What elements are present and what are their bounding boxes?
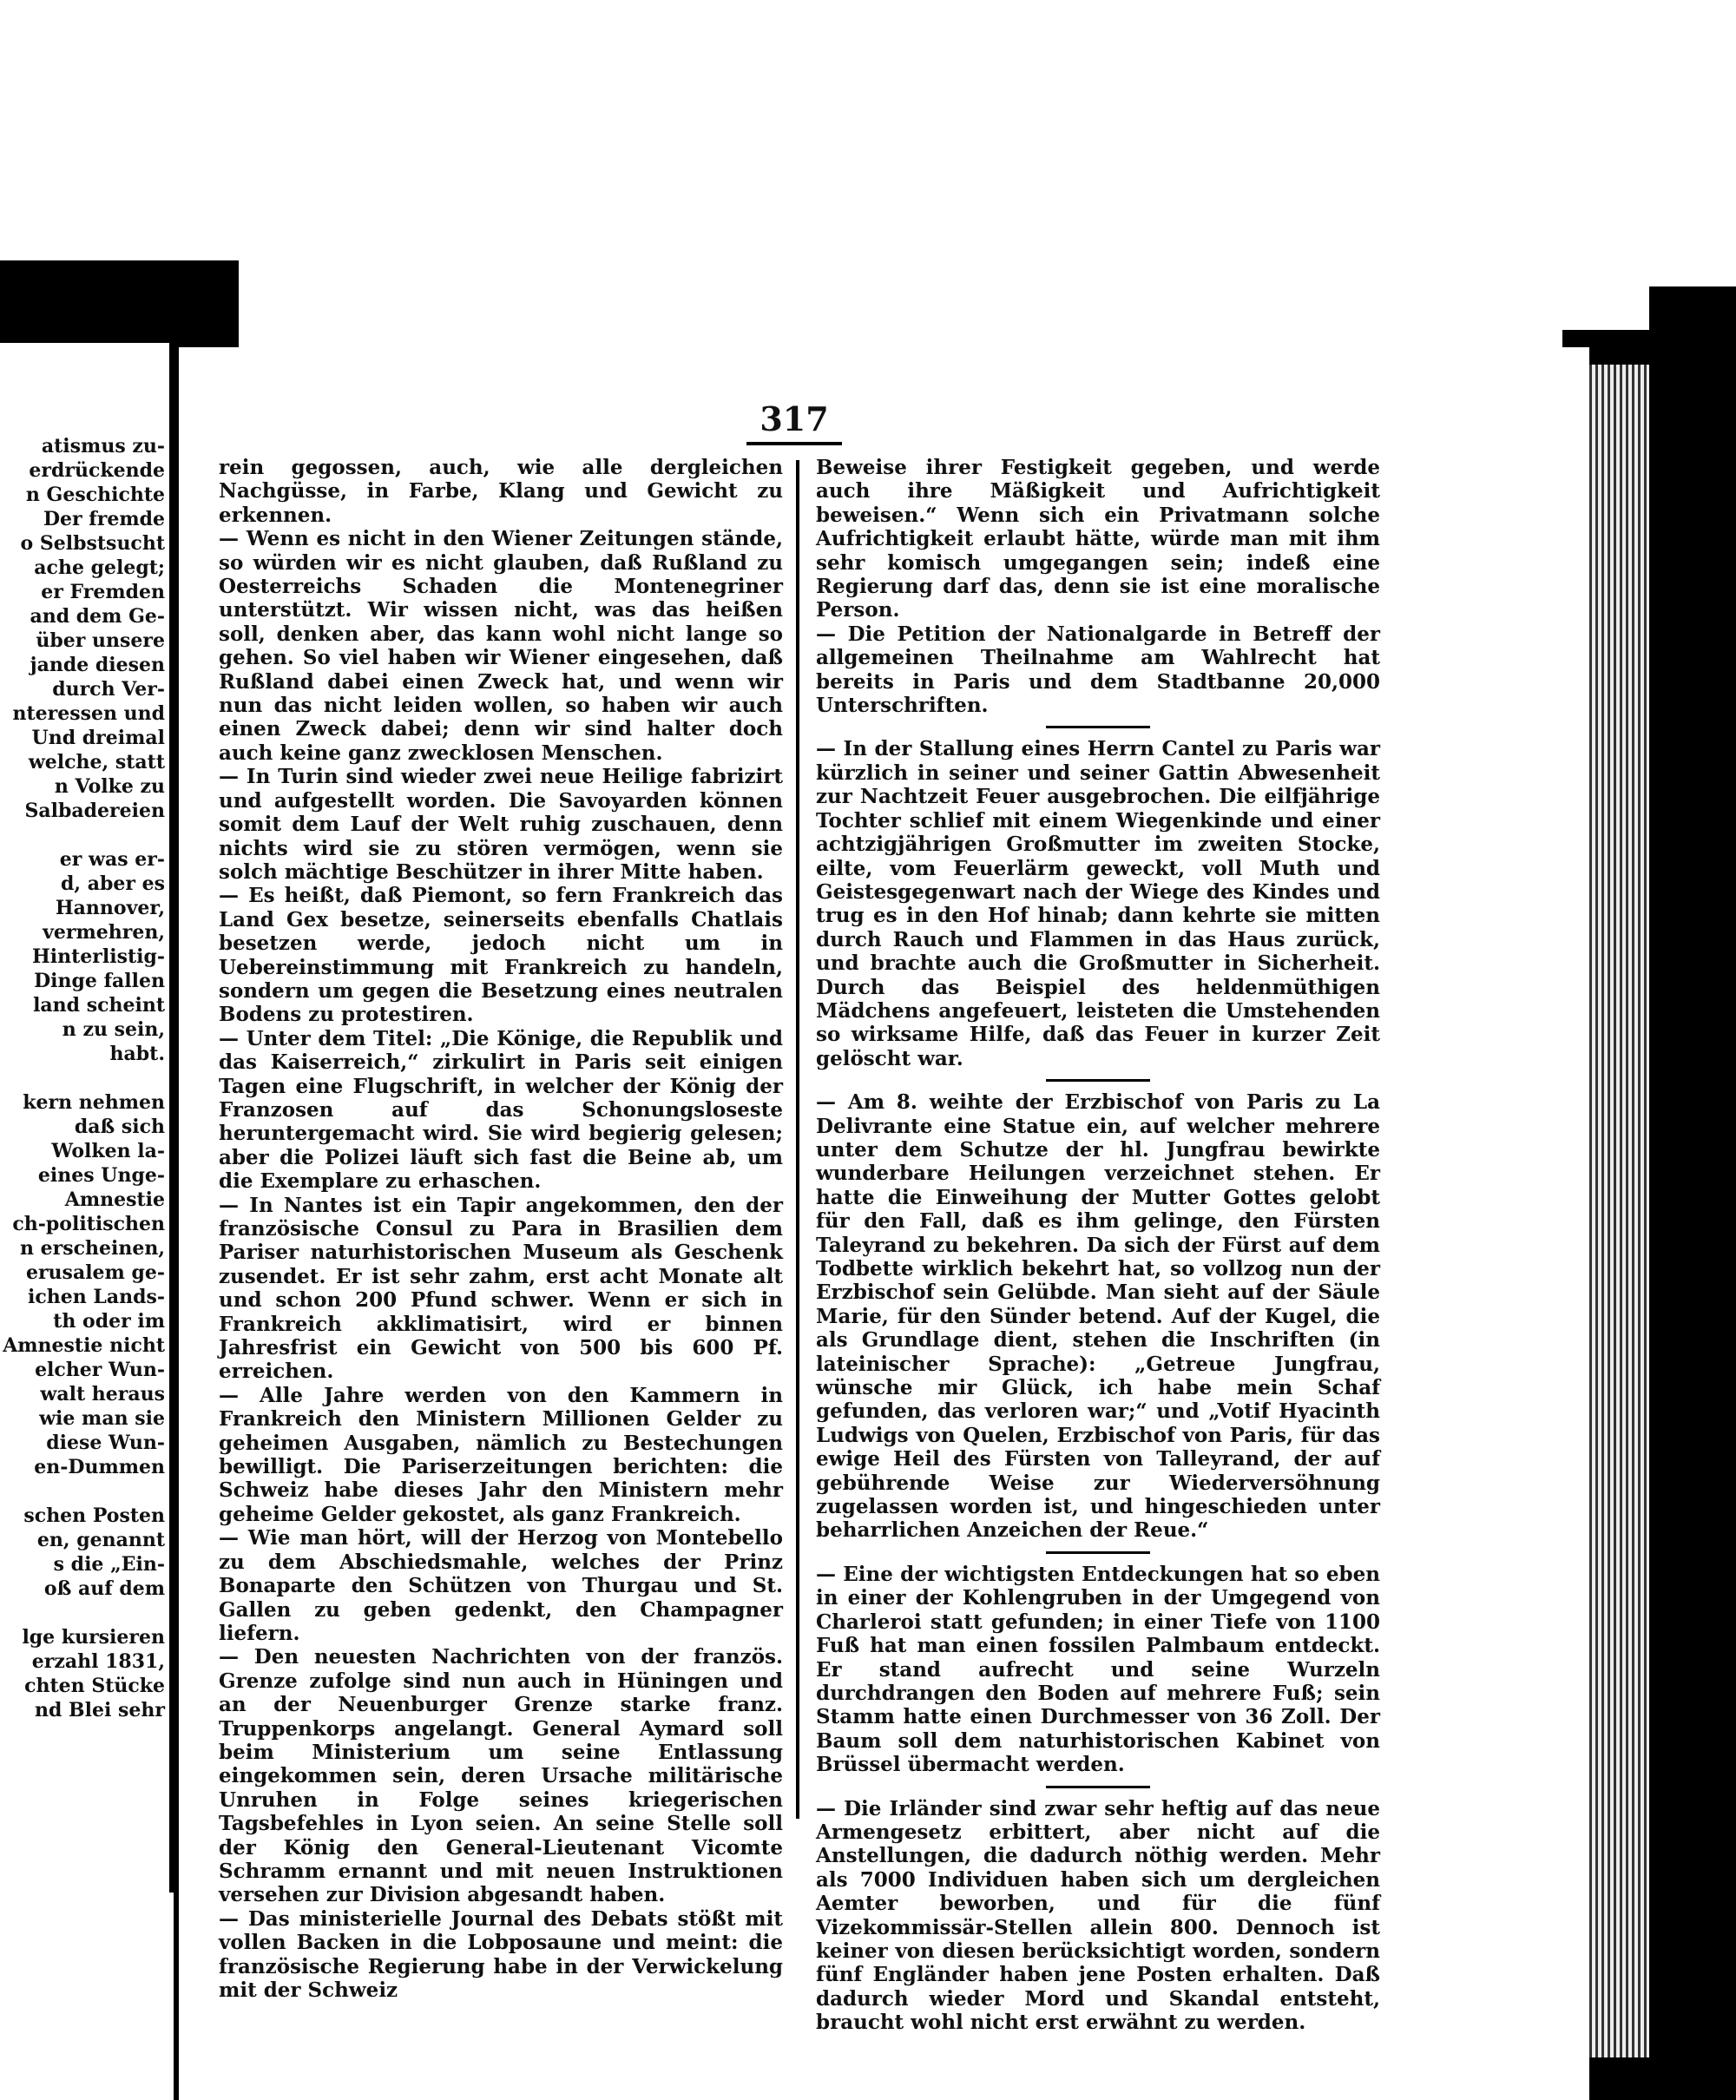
left-page-line: welche, statt: [28, 751, 165, 774]
left-page-line: über unsere: [36, 629, 165, 652]
section-rule: [1046, 726, 1150, 728]
left-page-line: Salbadereien: [24, 800, 165, 822]
left-page-line: [3, 823, 165, 847]
right-column: [816, 456, 1380, 2035]
paragraph: — Es heißt, daß Piemont, so fern Frankreich das Land Gex besetze, seinerseits ebenfalls Chatlais besetzen werde, jedoch nicht um in Uebereinstimmung mit Frankreich zu handeln, sondern um gegen die Besetzung eines neutralen Bodens zu protestiren.: [219, 884, 783, 1027]
left-page-line: Wolken la-: [51, 1140, 165, 1162]
paragraph: — Am 8. weihte der Erzbischof von Paris zu La Delivrante eine Statue ein, auf welcher mehrere unter dem Schutze der hl. Jungfrau bewirkte wunderbare Heilungen verzeichnet stehen. Er hatte die Einweihung der Mutter Gottes gelobt für den Fall, daß es ihm gelinge, den Fürsten Taleyrand zu bekehren. Da sich der Fürst auf dem Todbette wirklich bekehrt hat, so vollzog nun der Erzbischof sein Gelübde. Man sieht auf der Säule Marie, für den Sünder betend. Auf der Kugel, die als Grundlage dient, stehen die Inschriften (in lateinischer Sprache): „Getreue Jungfrau, wünsche mir Glück, ich habe mein Schaf gefunden, das verloren war;“ und „Votif Hyacinth Ludwigs von Quelen, Erzbischof von Paris, für das ewige Heil des Fürsten von Talleyrand, der auf gebührende Weise zur Wiederversöhnung zugelassen worden ist, und hingeschieden unter beharrlichen Anzeichen der Reue.“: [816, 1090, 1380, 1543]
paragraph: — Die Irländer sind zwar sehr heftig auf das neue Armengesetz erbittert, aber nicht auf die Anstellungen, die dadurch nöthig werden. Mehr als 7000 Individuen haben sich um dergleichen Aemter beworben, und für die fünf Vizekommissär-Stellen allein 800. Dennoch ist keiner von diesen berücksichtigt worden, sondern fünf Engländer haben jene Posten erhalten. Daß dadurch wieder Mord und Skandal entsteht, braucht wohl nicht erst erwähnt zu werden.: [816, 1796, 1380, 2035]
paragraph: — In der Stallung eines Herrn Cantel zu Paris war kürzlich in seiner und seiner Gattin Abwesenheit zur Nachtzeit Feuer ausgebrochen. Die eilfjährige Tochter schlief mit einem Wiegenkinde und einer achtzigjährigen Großmutter im zweiten Stocke, eilte, vom Feuerlärm geweckt, voll Muth und Geistesgegenwart nach der Wiege des Kindes und trug es in den Hof hinab; dann kehrte sie mitten durch Rauch und Flammen in das Haus zurück, und brachte auch die Großmutter in Sicherheit. Durch das Beispiel des heldenmüthigen Mädchens angefeuert, leisteten die Umstehenden so wirksame Hilfe, daß das Feuer in kurzer Zeit gelöscht war.: [816, 737, 1380, 1070]
section-rule: [1046, 1551, 1150, 1554]
paragraph: — Wie man hört, will der Herzog von Montebello zu dem Abschiedsmahle, welches der Prinz Bonaparte den Schützen von Thurgau und St. Gallen zu geben gedenkt, den Champagner liefern.: [219, 1526, 783, 1645]
left-page-line: Amnestie nicht: [3, 1334, 165, 1357]
paragraph: — Wenn es nicht in den Wiener Zeitungen stände, so würden wir es nicht glauben, daß Rußland zu Oesterreichs Schaden die Montenegriner unterstützt. Wir wissen nicht, was das heißen soll, denken aber, das kann wohl nicht lange so gehen. So viel haben wir Wiener eingesehen, daß Rußland dabei einen Zweck hat, und wenn wir nun das nicht leiden wollen, so haben wir auch einen Zweck dabei; denn wir sind halter doch auch keine ganz zwecklosen Menschen.: [219, 527, 783, 765]
left-page-line: Amnestie: [64, 1188, 165, 1211]
left-page-line: atismus zu-: [41, 435, 165, 458]
left-page-line: land scheint: [33, 994, 165, 1017]
paragraph: — In Turin sind wieder zwei neue Heilige fabrizirt und aufgestellt worden. Die Savoyarden können somit dem Lauf der Welt ruhig zuschauen, denn nichts wird sie zu stören vermögen, wenn sie solch mächtige Beschützer in ihrer Mitte haben.: [219, 765, 783, 884]
left-page-line: [3, 1601, 165, 1625]
left-page-line: s die „Ein-: [53, 1553, 165, 1576]
left-page-line: Und dreimal: [31, 727, 165, 749]
paragraph: — Den neuesten Nachrichten von der französ. Grenze zufolge sind nun auch in Hüningen und an der Neuenburger Grenze starke franz. Truppenkorps angelangt. General Aymard soll beim Ministerium um seine Entlassung eingekommen sein, deren Ursache militärische Unruhen in Folge seines kriegerischen Tagsbefehles in Lyon seien. An seine Stelle soll der König den General-Lieutenant Vicomte Schramm ernannt und mit neuen Instruktionen versehen zur Division abgesandt haben.: [219, 1645, 783, 1907]
left-page-line: daß sich: [74, 1116, 165, 1138]
left-page-line: walt heraus: [40, 1383, 165, 1405]
left-page-line: er was er-: [59, 848, 165, 871]
left-page-line: wie man sie: [39, 1407, 165, 1430]
left-page-line: d, aber es: [61, 872, 165, 895]
section-rule: [1046, 1786, 1150, 1788]
left-page-line: erzahl 1831,: [31, 1650, 165, 1673]
left-page-line: [3, 1066, 165, 1090]
left-page-line: Der fremde: [43, 508, 165, 530]
left-page-line: Hannover,: [55, 897, 165, 919]
section-rule: [1046, 1079, 1150, 1082]
left-page-line: ch-politischen: [12, 1213, 165, 1235]
page-number: 317: [746, 399, 842, 445]
left-page-line: habt.: [109, 1043, 165, 1065]
left-page-line: ichen Lands-: [27, 1286, 165, 1308]
paragraph: — Eine der wichtigsten Entdeckungen hat so eben in einer der Kohlengruben in der Umgegend von Charleroi statt gefunden; in einer Tiefe von 1100 Fuß hat man einen fossilen Palmbaum entdeckt. Er stand aufrecht und seine Wurzeln durchdrangen den Boden auf mehrere Fuß; sein Stamm hatte einen Durchmesser von 36 Zoll. Der Baum soll dem naturhistorischen Kabinet von Brüssel übermacht werden.: [816, 1562, 1380, 1777]
left-page-line: and dem Ge-: [30, 605, 165, 628]
left-page-line: n zu sein,: [62, 1018, 165, 1041]
left-page-line: jande diesen: [30, 654, 165, 676]
left-page-line: chten Stücke: [24, 1675, 165, 1697]
left-page-line: o Selbstsucht: [20, 532, 165, 555]
paragraph: — Unter dem Titel: „Die Könige, die Republik und das Kaiserreich,“ zirkulirt in Paris seit einigen Tagen eine Flugschrift, in welcher der König der Franzosen auf das Schonungsloseste heruntergemacht wird. Sie wird begierig gelesen; aber die Polizei läuft sich fast die Beine ab, um die Exemplare zu erhaschen.: [219, 1026, 783, 1194]
left-page-line: schen Posten: [23, 1504, 165, 1527]
left-page-line: Hinterlistig-: [31, 945, 165, 968]
left-page-line: ache gelegt;: [34, 556, 165, 579]
left-page-line: n erscheinen,: [19, 1237, 165, 1260]
left-page-line: oß auf dem: [43, 1577, 165, 1600]
left-page-line: Dinge fallen: [34, 970, 165, 992]
left-page-line: er Fremden: [41, 581, 165, 603]
left-page-line: en, genannt: [36, 1529, 165, 1551]
left-page-line: elcher Wun-: [35, 1359, 165, 1381]
left-page-fragment: [0, 343, 174, 1893]
left-page-line: n Volke zu: [54, 775, 165, 798]
left-page-line: diese Wun-: [46, 1432, 165, 1454]
page-edges: [1580, 365, 1649, 2057]
left-page-line: n Geschichte: [25, 484, 165, 506]
left-page-line: erusalem ge-: [25, 1261, 165, 1284]
left-page-line: th oder im: [53, 1310, 165, 1333]
left-page-line: eines Unge-: [37, 1164, 165, 1187]
paragraph: — Das ministerielle Journal des Debats stößt mit vollen Backen in die Lobposaune und meint: die französische Regierung habe in der Verwickelung mit der Schweiz: [219, 1906, 783, 2002]
paragraph: rein gegossen, auch, wie alle dergleichen Nachgüsse, in Farbe, Klang und Gewicht zu erkennen.: [219, 456, 783, 527]
left-page-line: [3, 1479, 165, 1504]
paragraph: — Die Petition der Nationalgarde in Betreff der allgemeinen Theilnahme am Wahlrecht hat bereits in Paris und dem Stadtbanne 20,000 Unterschriften.: [816, 622, 1380, 718]
paragraph: Beweise ihrer Festigkeit gegeben, und werde auch ihre Mäßigkeit und Aufrichtigkeit beweisen.“ Wenn sich ein Privatmann solche Aufrichtigkeit erlaubt hätte, würde man mit ihm sehr komisch umgegangen sein; indeß eine Regierung darf das, denn sie ist eine moralische Person.: [816, 456, 1380, 622]
paragraph: — In Nantes ist ein Tapir angekommen, den der französische Consul zu Para in Brasilien dem Pariser naturhistorischen Museum als Geschenk zusendet. Er ist sehr zahm, erst acht Monate alt und schon 200 Pfund schwer. Wenn er sich in Frankreich akklimatisirt, wird er binnen Jahresfrist ein Gewicht von 500 bis 600 Pf. erreichen.: [219, 1193, 783, 1384]
left-page-line: lge kursieren: [22, 1626, 165, 1649]
left-page-line: nteressen und: [12, 702, 165, 725]
left-page-line: vermehren,: [43, 921, 165, 944]
left-page-line: durch Ver-: [52, 678, 165, 701]
left-page-lines: [3, 434, 165, 1722]
left-page-line: en-Dummen: [34, 1456, 165, 1478]
left-page-line: nd Blei sehr: [35, 1699, 165, 1721]
column-divider: [796, 460, 799, 1819]
left-page-line: erdrückende: [29, 459, 165, 482]
left-column: [219, 456, 783, 2002]
paragraph: — Alle Jahre werden von den Kammern in Frankreich den Ministern Millionen Gelder zu geheimen Ausgaben, nämlich zu Bestechungen bewilligt. Die Pariserzeitungen berichten: die Schweiz habe dieses Jahr den Ministern mehr geheime Gelder gekostet, als ganz Frankreich.: [219, 1383, 783, 1526]
left-page-line: kern nehmen: [23, 1091, 165, 1114]
